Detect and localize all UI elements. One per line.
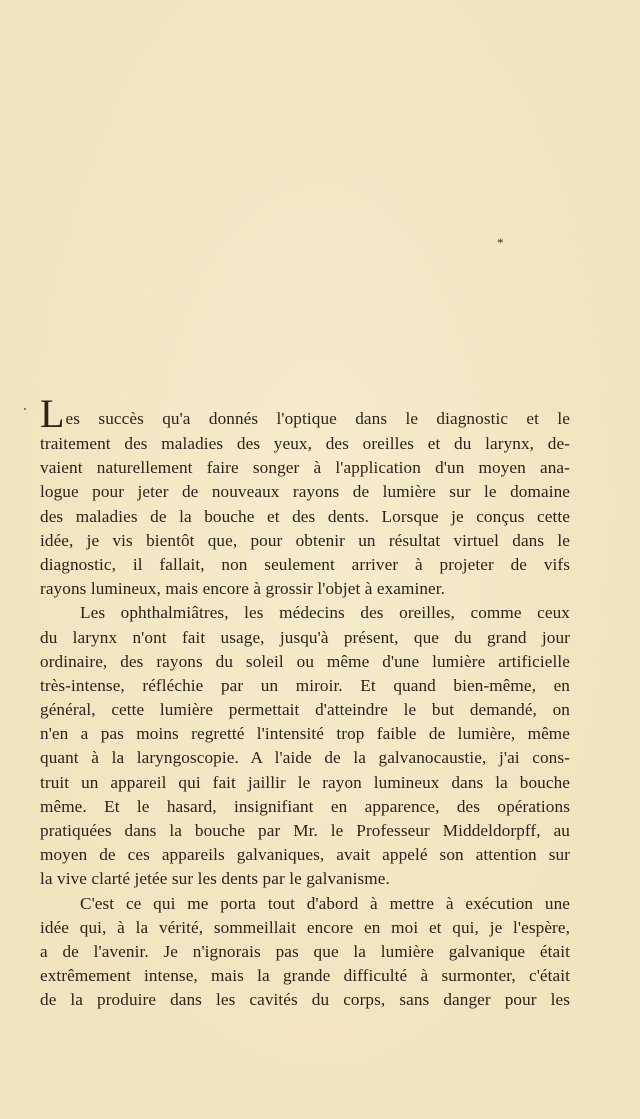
text-line-19: moyen de ces appareils galvaniques, avait appelé son attention sur xyxy=(40,845,570,865)
text-line-23: a de l'avenir. Je n'ignorais pas que la lumière galvanique était xyxy=(40,941,570,961)
paper-speck xyxy=(24,408,26,410)
text-line-5: des maladies de la bouche et des dents. Lorsque je conçus cette xyxy=(40,506,570,526)
text-line-18: pratiquées dans la bouche par Mr. le Professeur Middeldorpff, au xyxy=(40,821,570,840)
text-line-21: C'est ce qui me porta tout d'abord à mettre à exécution une xyxy=(80,893,570,913)
text-line-3: vaient naturellement faire songer à l'application d'un moyen ana- xyxy=(40,458,570,478)
text-line-13: général, cette lumière permettait d'atteindre le but demandé, on xyxy=(40,700,570,720)
text-line-1 xyxy=(40,391,570,436)
ornament-mark: * xyxy=(497,235,504,250)
text-line-16: truit un appareil qui fait jaillir le rayon lumineux dans la bouche xyxy=(40,772,570,792)
text-line-15: quant à la laryngoscopie. A l'aide de la galvanocaustie, j'ai cons- xyxy=(40,748,570,768)
text-line-11: ordinaire, des rayons du soleil ou même d'une lumière artificielle xyxy=(40,651,570,671)
text-line-12: très-intense, réfléchie par un miroir. Et quand bien-même, en xyxy=(40,675,570,695)
text-line-17: même. Et le hasard, insignifiant en apparence, des opérations xyxy=(40,796,570,816)
text-line-7: diagnostic, il fallait, non seulement arriver à projeter de vifs xyxy=(40,554,570,574)
text-line-20: la vive clarté jetée sur les dents par le galvanisme. xyxy=(40,869,390,889)
drop-cap: L xyxy=(40,391,65,436)
text-line-6: idée, je vis bientôt que, pour obtenir un résultat virtuel dans le xyxy=(40,530,570,550)
line-text: es succès qu'a donnés l'optique dans le diagnostic et le xyxy=(65,409,570,428)
text-line-22: idée qui, à la vérité, sommeillait encore en moi et qui, je l'espère, xyxy=(40,917,570,937)
text-line-14: n'en a pas moins regretté l'intensité trop faible de lumière, même xyxy=(40,724,570,744)
text-line-10: du larynx n'ont fait usage, jusqu'à présent, que du grand jour xyxy=(40,627,570,647)
text-line-25: de la produire dans les cavités du corps, sans danger pour les xyxy=(40,990,570,1010)
body-text xyxy=(40,391,570,1013)
text-line-4: logue pour jeter de nouveaux rayons de lumière sur le domaine xyxy=(40,482,570,502)
text-line-8: rayons lumineux, mais encore à grossir l'objet à examiner. xyxy=(40,579,446,599)
text-line-24: extrêmement intense, mais la grande difficulté à surmonter, c'était xyxy=(40,966,570,986)
text-line-9: Les ophthalmiâtres, les médecins des oreilles, comme ceux xyxy=(80,603,570,623)
text-line-2: traitement des maladies des yeux, des oreilles et du larynx, de- xyxy=(40,434,570,453)
